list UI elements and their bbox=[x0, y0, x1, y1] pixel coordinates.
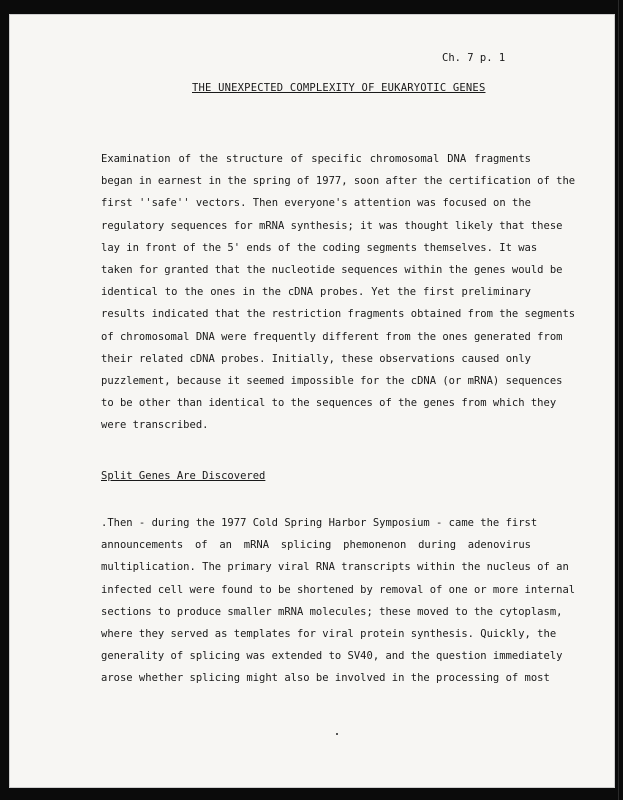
text-line: were transcribed. bbox=[101, 419, 209, 432]
text-line: arose whether splicing might also be involved in the processing of most bbox=[101, 672, 550, 685]
text-line: first ''safe'' vectors. Then everyone's attention was focused on the bbox=[101, 197, 531, 210]
paragraph-1 bbox=[101, 148, 576, 436]
text-line: generality of splicing was extended to SV40, and the question immediately bbox=[101, 650, 563, 663]
text-line: taken for granted that the nucleotide sequences within the genes would be bbox=[101, 263, 563, 276]
text-line: announcements of an mRNA splicing phemonenon during adenovirus bbox=[101, 539, 531, 552]
text-line: Examination of the structure of specific chromosomal DNA fragments bbox=[101, 153, 531, 165]
text-line: lay in front of the 5' ends of the coding segments themselves. It was bbox=[101, 241, 538, 254]
text-line: where they served as templates for viral protein synthesis. Quickly, the bbox=[101, 627, 557, 640]
stray-mark bbox=[336, 733, 338, 735]
text-line: began in earnest in the spring of 1977, soon after the certification of the bbox=[101, 175, 576, 188]
text-line: puzzlement, because it seemed impossible for the cDNA (or mRNA) sequences bbox=[101, 374, 563, 387]
page-label: Ch. 7 p. 1 bbox=[442, 52, 506, 64]
paragraph-2 bbox=[101, 512, 576, 690]
text-line: to be other than identical to the sequences of the genes from which they bbox=[101, 397, 557, 410]
text-line: .Then - during the 1977 Cold Spring Harbor Symposium - came the first bbox=[101, 517, 538, 529]
text-line: infected cell were found to be shortened by removal of one or more internal bbox=[101, 583, 576, 596]
text-line: regulatory sequences for mRNA synthesis; it was thought likely that these bbox=[101, 219, 563, 232]
page-title: THE UNEXPECTED COMPLEXITY OF EUKARYOTIC GENES bbox=[192, 82, 486, 94]
text-line: of chromosomal DNA were frequently different from the ones generated from bbox=[101, 330, 563, 343]
text-line: sections to produce smaller mRNA molecules; these moved to the cytoplasm, bbox=[101, 605, 563, 618]
text-line: their related cDNA probes. Initially, these observations caused only bbox=[101, 352, 531, 365]
section-heading: Split Genes Are Discovered bbox=[101, 470, 266, 482]
text-line: multiplication. The primary viral RNA transcripts within the nucleus of an bbox=[101, 561, 569, 574]
text-line: identical to the ones in the cDNA probes. Yet the first preliminary bbox=[101, 286, 531, 299]
scan-edge bbox=[618, 0, 619, 800]
text-line: results indicated that the restriction fragments obtained from the segments bbox=[101, 308, 576, 321]
